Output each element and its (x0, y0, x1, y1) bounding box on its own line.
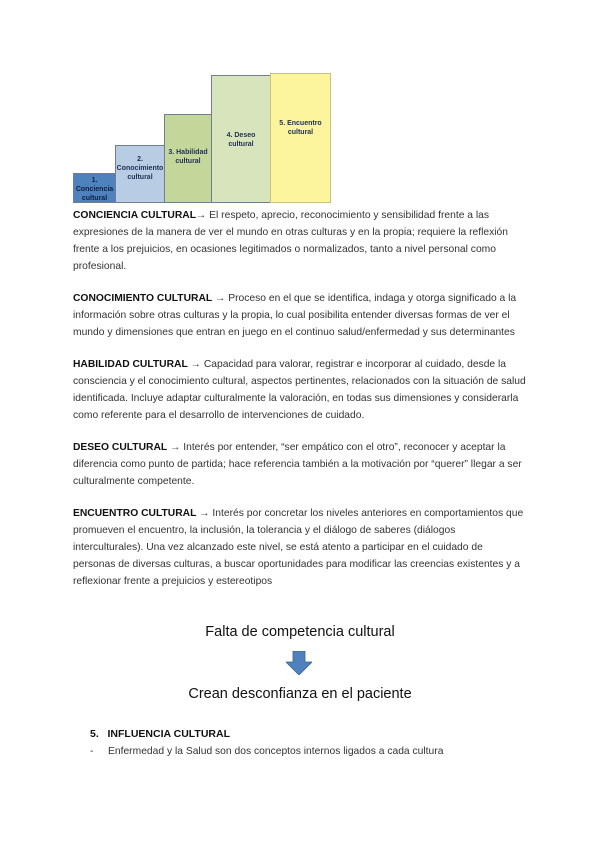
step-conciencia-cultural (73, 173, 116, 203)
definition-habilidad (73, 356, 528, 424)
arrow-separator: → (196, 508, 213, 519)
cultural-competence-staircase (73, 73, 331, 203)
definition-term: CONCIENCIA CULTURAL (73, 210, 196, 221)
section-title: 5. INFLUENCIA CULTURAL (90, 728, 230, 740)
definition-text: Proceso en el que se identifica, indaga y otorga significado a la información sobre otras culturas y la propia, lo cual posibilita entender diversas formas de ver el mundo y dimensiones que entran en juego en el continuo salud/enfermedad y sus determinantes (73, 293, 517, 338)
step-label: 5. Encuentro cultural (279, 120, 322, 136)
definition-text: Interés por entender, “ser empático con el otro”, reconocer y aceptar la diferencia como punto de partida; hace referencia también a la motivación por “querer” llegar a ser culturalmente competente. (73, 442, 522, 487)
step-habilidad-cultural (164, 114, 212, 203)
bullet-text: Enfermedad y la Salud son dos conceptos internos ligados a cada cultura (108, 746, 444, 757)
step-encuentro-cultural (270, 73, 331, 203)
bullet-marker: - (90, 746, 94, 757)
step-label: 4. Deseo cultural (226, 132, 256, 148)
step-label: 3. Habilidad cultural (168, 149, 208, 165)
arrow-separator: → (167, 442, 184, 453)
definition-text: El respeto, aprecio, reconocimiento y sensibilidad frente a las expresiones de la manera de ver el mundo en otras culturas y en la propia; requiere la reflexión frente a los prejuicios, en ocasiones legitimados o normalizados, tanto a nivel personal como profesional. (73, 210, 509, 272)
arrow-separator: → (187, 359, 204, 370)
definition-text: Capacidad para valorar, registrar e incorporar al cuidado, desde la consciencia y el conocimiento cultural, aspectos pertinentes, relacionados con la situación de salud identificada. Incluye adaptar culturalmente la valoración, en todas sus dimensiones y considerarla como referente para el desarrollo de intervenciones de cuidado. (73, 359, 526, 421)
effect-heading: Crean desconfianza en el paciente (188, 686, 412, 702)
definition-deseo (73, 439, 528, 490)
definition-term: CONOCIMIENTO CULTURAL (73, 293, 213, 304)
definition-text: Interés por concretar los niveles anteriores en comportamientos que promueven el encuentro, la inclusión, la tolerancia y el diálogo de saberes (diálogos interculturales). Una vez alcanzado este nivel, se está atento a participar en el cuidado de personas de diversas culturas, a buscar oportunidades para modificar las creencias existentes y a reflexionar frente a prejuicios y estereotipos (73, 508, 524, 587)
definition-term: DESEO CULTURAL (73, 442, 168, 453)
bullet-item (90, 746, 443, 757)
definition-term: HABILIDAD CULTURAL (73, 359, 188, 370)
step-conocimiento-cultural (115, 145, 165, 203)
definition-encuentro (73, 505, 528, 590)
arrow-separator: → (195, 210, 210, 221)
step-label: 2. Conocimiento cultural (116, 156, 164, 181)
down-arrow-icon (286, 651, 312, 675)
step-deseo-cultural (211, 75, 271, 203)
cause-heading: Falta de competencia cultural (205, 624, 395, 640)
arrow-separator: → (212, 293, 229, 304)
definition-term: ENCUENTRO CULTURAL (73, 508, 197, 519)
step-label: 1. Conciencia cultural (75, 177, 114, 202)
definition-conciencia (73, 207, 528, 275)
definition-conocimiento (73, 290, 528, 341)
definitions-list (73, 207, 528, 605)
